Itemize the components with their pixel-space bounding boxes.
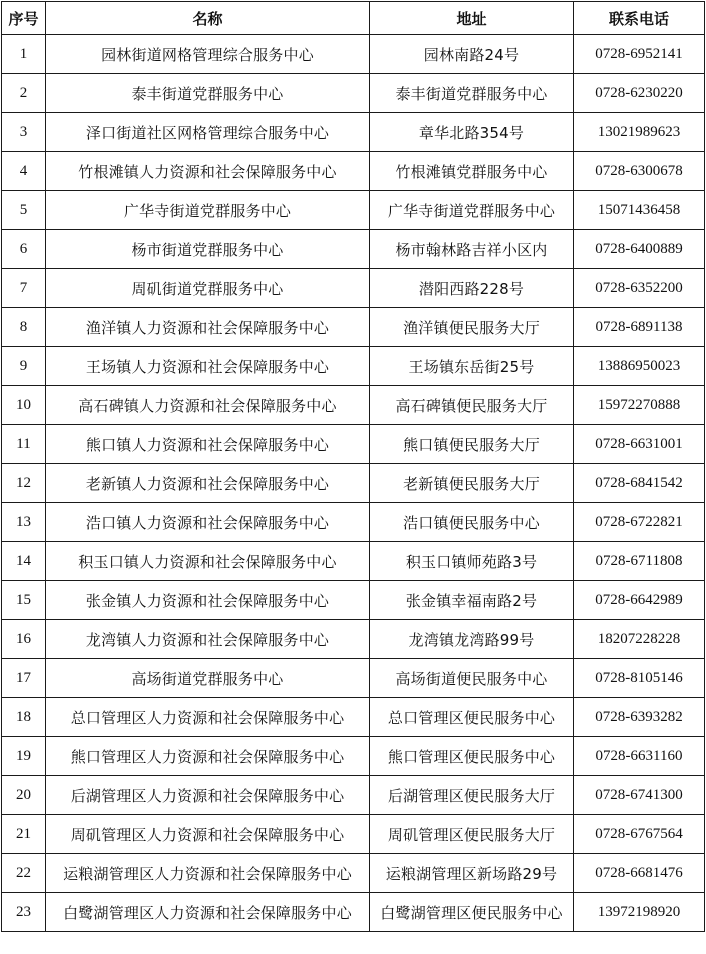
row-index: 3 (2, 113, 46, 152)
row-center-name: 总口管理区人力资源和社会保障服务中心 (46, 698, 370, 737)
table-row (2, 698, 705, 737)
row-phone: 0728-6681476 (574, 854, 705, 893)
row-phone: 0728-6642989 (574, 581, 705, 620)
row-index: 15 (2, 581, 46, 620)
table-row (2, 464, 705, 503)
row-center-name: 熊口镇人力资源和社会保障服务中心 (46, 425, 370, 464)
row-address: 运粮湖管理区新场路29号 (370, 854, 574, 893)
row-phone: 0728-6400889 (574, 230, 705, 269)
row-center-name: 熊口管理区人力资源和社会保障服务中心 (46, 737, 370, 776)
row-center-name: 杨市街道党群服务中心 (46, 230, 370, 269)
row-index: 6 (2, 230, 46, 269)
row-phone: 0728-6352200 (574, 269, 705, 308)
row-index: 12 (2, 464, 46, 503)
row-center-name: 张金镇人力资源和社会保障服务中心 (46, 581, 370, 620)
table-row (2, 737, 705, 776)
row-phone: 0728-6952141 (574, 35, 705, 74)
row-index: 10 (2, 386, 46, 425)
row-phone: 15972270888 (574, 386, 705, 425)
row-phone: 0728-6891138 (574, 308, 705, 347)
row-index: 23 (2, 893, 46, 932)
row-phone: 0728-8105146 (574, 659, 705, 698)
row-address: 王场镇东岳街25号 (370, 347, 574, 386)
row-address: 潜阳西路228号 (370, 269, 574, 308)
header-row (2, 2, 705, 35)
row-phone: 0728-6631160 (574, 737, 705, 776)
row-center-name: 周矶街道党群服务中心 (46, 269, 370, 308)
service-center-contact-table (1, 1, 705, 932)
row-address: 泰丰街道党群服务中心 (370, 74, 574, 113)
row-index: 9 (2, 347, 46, 386)
row-center-name: 龙湾镇人力资源和社会保障服务中心 (46, 620, 370, 659)
row-center-name: 渔洋镇人力资源和社会保障服务中心 (46, 308, 370, 347)
row-center-name: 周矶管理区人力资源和社会保障服务中心 (46, 815, 370, 854)
table-row (2, 347, 705, 386)
table-row (2, 503, 705, 542)
row-index: 21 (2, 815, 46, 854)
row-phone: 0728-6300678 (574, 152, 705, 191)
row-index: 13 (2, 503, 46, 542)
table-row (2, 230, 705, 269)
row-index: 4 (2, 152, 46, 191)
table-row (2, 815, 705, 854)
table-row (2, 35, 705, 74)
row-phone: 0728-6741300 (574, 776, 705, 815)
row-address: 积玉口镇师苑路3号 (370, 542, 574, 581)
row-address: 老新镇便民服务大厅 (370, 464, 574, 503)
row-center-name: 高场街道党群服务中心 (46, 659, 370, 698)
row-center-name: 泰丰街道党群服务中心 (46, 74, 370, 113)
row-center-name: 竹根滩镇人力资源和社会保障服务中心 (46, 152, 370, 191)
header-address: 地址 (370, 2, 574, 35)
table-row (2, 425, 705, 464)
row-center-name: 运粮湖管理区人力资源和社会保障服务中心 (46, 854, 370, 893)
row-index: 22 (2, 854, 46, 893)
row-center-name: 浩口镇人力资源和社会保障服务中心 (46, 503, 370, 542)
table-row (2, 152, 705, 191)
row-address: 白鹭湖管理区便民服务中心 (370, 893, 574, 932)
row-phone: 0728-6631001 (574, 425, 705, 464)
table-header (2, 2, 705, 35)
row-address: 章华北路354号 (370, 113, 574, 152)
row-index: 17 (2, 659, 46, 698)
table-body (2, 35, 705, 932)
row-center-name: 白鹭湖管理区人力资源和社会保障服务中心 (46, 893, 370, 932)
row-phone: 0728-6711808 (574, 542, 705, 581)
row-index: 2 (2, 74, 46, 113)
row-center-name: 王场镇人力资源和社会保障服务中心 (46, 347, 370, 386)
row-index: 1 (2, 35, 46, 74)
row-center-name: 高石碑镇人力资源和社会保障服务中心 (46, 386, 370, 425)
table-row (2, 659, 705, 698)
table-row (2, 386, 705, 425)
row-address: 广华寺街道党群服务中心 (370, 191, 574, 230)
row-address: 张金镇幸福南路2号 (370, 581, 574, 620)
row-address: 熊口镇便民服务大厅 (370, 425, 574, 464)
row-address: 杨市翰林路吉祥小区内 (370, 230, 574, 269)
table-row (2, 776, 705, 815)
row-phone: 0728-6230220 (574, 74, 705, 113)
row-address: 总口管理区便民服务中心 (370, 698, 574, 737)
row-address: 后湖管理区便民服务大厅 (370, 776, 574, 815)
table-row (2, 581, 705, 620)
row-index: 16 (2, 620, 46, 659)
row-index: 20 (2, 776, 46, 815)
row-address: 龙湾镇龙湾路99号 (370, 620, 574, 659)
row-index: 7 (2, 269, 46, 308)
row-center-name: 泽口街道社区网格管理综合服务中心 (46, 113, 370, 152)
table-row (2, 542, 705, 581)
row-phone: 15071436458 (574, 191, 705, 230)
row-phone: 0728-6393282 (574, 698, 705, 737)
row-index: 8 (2, 308, 46, 347)
row-phone: 13886950023 (574, 347, 705, 386)
row-address: 周矶管理区便民服务大厅 (370, 815, 574, 854)
table-row (2, 854, 705, 893)
header-phone: 联系电话 (574, 2, 705, 35)
table-row (2, 74, 705, 113)
row-phone: 0728-6722821 (574, 503, 705, 542)
row-phone: 18207228228 (574, 620, 705, 659)
row-address: 竹根滩镇党群服务中心 (370, 152, 574, 191)
row-phone: 0728-6767564 (574, 815, 705, 854)
row-center-name: 老新镇人力资源和社会保障服务中心 (46, 464, 370, 503)
row-phone: 13972198920 (574, 893, 705, 932)
row-address: 熊口管理区便民服务中心 (370, 737, 574, 776)
row-index: 18 (2, 698, 46, 737)
header-name: 名称 (46, 2, 370, 35)
row-address: 高场街道便民服务中心 (370, 659, 574, 698)
row-address: 高石碑镇便民服务大厅 (370, 386, 574, 425)
table-row (2, 308, 705, 347)
row-center-name: 后湖管理区人力资源和社会保障服务中心 (46, 776, 370, 815)
header-index: 序号 (2, 2, 46, 35)
table-row (2, 191, 705, 230)
row-index: 14 (2, 542, 46, 581)
table-row (2, 113, 705, 152)
row-phone: 0728-6841542 (574, 464, 705, 503)
row-center-name: 广华寺街道党群服务中心 (46, 191, 370, 230)
row-center-name: 园林街道网格管理综合服务中心 (46, 35, 370, 74)
row-center-name: 积玉口镇人力资源和社会保障服务中心 (46, 542, 370, 581)
row-address: 园林南路24号 (370, 35, 574, 74)
row-address: 渔洋镇便民服务大厅 (370, 308, 574, 347)
row-index: 5 (2, 191, 46, 230)
row-address: 浩口镇便民服务中心 (370, 503, 574, 542)
table-row (2, 893, 705, 932)
table-row (2, 620, 705, 659)
row-index: 19 (2, 737, 46, 776)
table-row (2, 269, 705, 308)
row-index: 11 (2, 425, 46, 464)
row-phone: 13021989623 (574, 113, 705, 152)
